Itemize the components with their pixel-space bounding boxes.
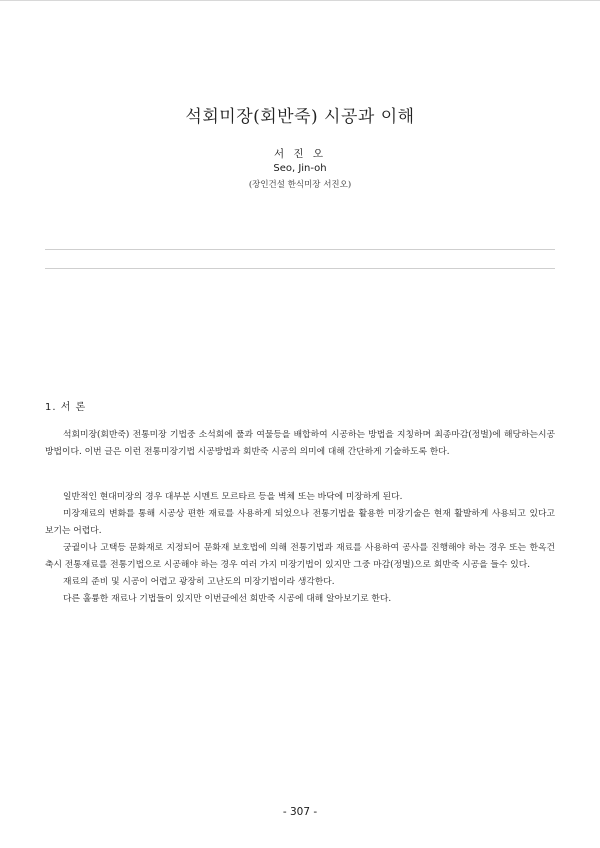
body-paragraph: 다른 훌륭한 재료나 기법들이 있지만 이번글에선 회반죽 시공에 대해 알아보기로 한다. xyxy=(63,594,392,604)
body-paragraph: 일반적인 현대미장의 경우 대부분 시멘트 모르타르 등을 벽체 또는 바닥에 미장하게 된다. xyxy=(63,492,403,502)
author-affiliation: (장인건설 한식미장 서진오) xyxy=(248,180,352,190)
body-paragraph: 궁궐이나 고택등 문화재로 지정되어 문화재 보호법에 의해 전통기법과 재료를 사용하여 공사를 진행해야 하는 경우 또는 한옥건축시 전통재료를 전통기법으로 시공해야 하는 경우 여러 가지 미장기법이 있지만 그중 마감(정벌)으로 회반죽 시공을 들수 있다. xyxy=(45,543,555,570)
paper-title: 석회미장(회반죽) 시공과 이해 xyxy=(185,107,415,127)
body-paragraph: 미장재료의 변화를 통해 시공상 편한 재료를 사용하게 되었으나 전통기법을 활용한 미장기술은 현재 활발하게 사용되고 있다고 보기는 어렵다. xyxy=(45,509,555,536)
page-top-edge xyxy=(0,0,600,1)
body-block xyxy=(45,489,555,608)
author-name-english: Seo, Jin-oh xyxy=(273,163,327,174)
divider-top xyxy=(45,249,555,250)
author-name-korean: 서 진 오 xyxy=(273,148,327,160)
page-number: - 307 - xyxy=(282,806,318,818)
body-paragraph: 석회미장(회반죽) 전통미장 기법중 소석회에 풀과 여물등을 배합하여 시공하는 방법을 지칭하며 최종마감(정벌)에 해당하는시공 방법이다. 이번 글은 이런 전통미장기법 시공방법과 회반죽 시공의 의미에 대해 간단하게 기술하도록 한다. xyxy=(45,430,555,457)
intro-block xyxy=(45,427,555,461)
body-paragraph: 재료의 준비 및 시공이 어렵고 광장히 고난도의 미장기법이라 생각한다. xyxy=(63,577,335,587)
divider-bottom xyxy=(45,268,555,269)
section-heading: 1. 서 론 xyxy=(45,402,87,413)
